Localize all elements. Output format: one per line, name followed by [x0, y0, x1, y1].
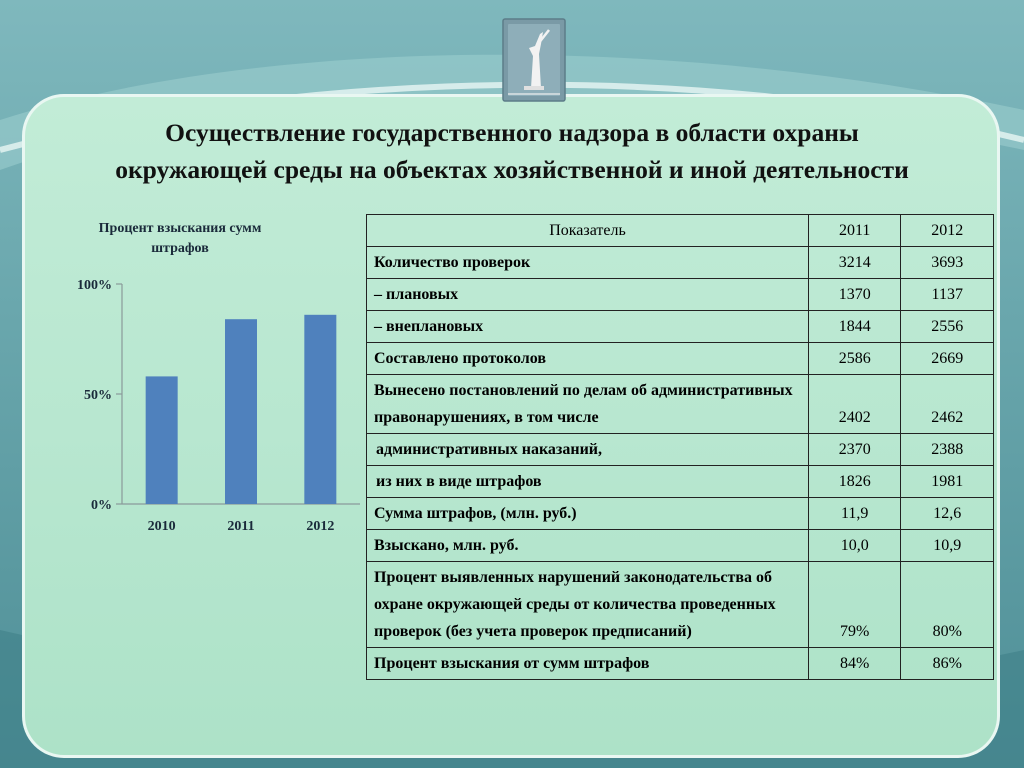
- table-row: [367, 375, 994, 434]
- header-indicator: Показатель: [367, 215, 809, 247]
- emblem-shield-icon: [502, 18, 566, 102]
- row-label: Вынесено постановлений по делам об административных правонарушениях, в том числе: [367, 375, 809, 434]
- row-value-2011: 1826: [808, 466, 901, 498]
- row-label: Количество проверок: [367, 247, 809, 279]
- page-title-line-2: окружающей среды на объектах хозяйственной и иной деятельности: [115, 155, 909, 184]
- row-value-2012: 86%: [901, 648, 994, 680]
- chart-y-tick-label: 0%: [91, 498, 112, 513]
- row-label: – плановых: [367, 279, 809, 311]
- row-label: из них в виде штрафов: [367, 466, 809, 498]
- row-value-2012: 10,9: [901, 530, 994, 562]
- row-value-2012: 12,6: [901, 498, 994, 530]
- row-value-2011: 84%: [808, 648, 901, 680]
- row-value-2012: 3693: [901, 247, 994, 279]
- row-value-2011: 1370: [808, 279, 901, 311]
- row-label: Процент выявленных нарушений законодательства об охране окружающей среды от количества проведенных проверок (без учета проверок предписаний): [367, 562, 809, 648]
- indicators-table: [366, 214, 994, 680]
- row-value-2011: 2402: [808, 375, 901, 434]
- chart-title-line-2: штрафов: [151, 241, 209, 256]
- row-value-2011: 3214: [808, 247, 901, 279]
- row-label: Процент взыскания от сумм штрафов: [367, 648, 809, 680]
- chart-bar-2012: [304, 315, 336, 504]
- chart-bar-2011: [225, 319, 257, 504]
- row-label: Взыскано, млн. руб.: [367, 530, 809, 562]
- row-label: Составлено протоколов: [367, 343, 809, 375]
- page-title-line-1: Осуществление государственного надзора в области охраны: [165, 118, 859, 147]
- row-value-2012: 80%: [901, 562, 994, 648]
- table-row: [367, 434, 994, 466]
- chart-y-tick-label: 100%: [77, 278, 112, 293]
- row-value-2011: 1844: [808, 311, 901, 343]
- header-2011: 2011: [808, 215, 901, 247]
- table-header-row: [367, 215, 994, 247]
- row-label: Сумма штрафов, (млн. руб.): [367, 498, 809, 530]
- fine-collection-chart: [40, 216, 360, 546]
- row-value-2012: 1137: [901, 279, 994, 311]
- table-row: [367, 247, 994, 279]
- row-value-2012: 2388: [901, 434, 994, 466]
- chart-x-tick-label: 2011: [227, 519, 255, 534]
- row-value-2011: 2370: [808, 434, 901, 466]
- table-row: [367, 343, 994, 375]
- table-row: [367, 311, 994, 343]
- page-title: [24, 114, 1000, 188]
- chart-x-tick-label: 2012: [306, 519, 335, 534]
- table-row: [367, 466, 994, 498]
- chart-title-line-1: Процент взыскания сумм: [98, 221, 262, 236]
- chart-bar-2010: [146, 376, 178, 504]
- row-label: административных наказаний,: [367, 434, 809, 466]
- row-label: – внеплановых: [367, 311, 809, 343]
- chart-x-tick-label: 2010: [147, 519, 176, 534]
- table-row: [367, 562, 994, 648]
- table-row: [367, 279, 994, 311]
- table-row: [367, 530, 994, 562]
- row-value-2012: 2556: [901, 311, 994, 343]
- row-value-2012: 1981: [901, 466, 994, 498]
- row-value-2012: 2462: [901, 375, 994, 434]
- row-value-2012: 2669: [901, 343, 994, 375]
- row-value-2011: 11,9: [808, 498, 901, 530]
- table-row: [367, 498, 994, 530]
- row-value-2011: 79%: [808, 562, 901, 648]
- row-value-2011: 10,0: [808, 530, 901, 562]
- table-row: [367, 648, 994, 680]
- chart-y-tick-label: 50%: [84, 388, 112, 403]
- row-value-2011: 2586: [808, 343, 901, 375]
- header-2012: 2012: [901, 215, 994, 247]
